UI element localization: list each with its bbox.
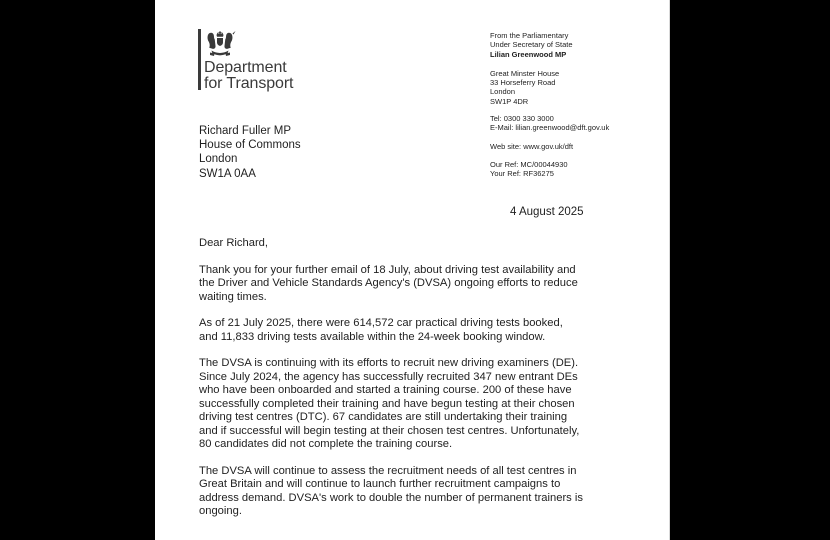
body-line: driving test centres (DTC). 67 candidates are still undertaking their training <box>199 411 568 423</box>
body-line: who have been onboarded and started a training course. 200 of these have <box>199 384 572 396</box>
logo-wordmark <box>204 60 293 91</box>
paragraph-4 <box>199 465 649 519</box>
sender-address-line: 33 Horseferry Road <box>490 78 556 88</box>
sender-address-line: London <box>490 87 516 97</box>
body-line: Great Britain and will continue to launch further recruitment campaigns to <box>199 478 561 490</box>
body-line: successfully completed their training and have begun testing at their chosen <box>199 397 575 410</box>
sender-from-line1: From the Parliamentary <box>490 31 569 40</box>
sender-website: Web site: www.gov.uk/dft <box>490 141 574 151</box>
recipient-line: Richard Fuller MP <box>199 125 292 137</box>
our-ref: Our Ref: MC/00044930 <box>490 159 568 169</box>
body-line: the Driver and Vehicle Standards Agency's (DVSA) ongoing efforts to reduce <box>199 277 578 289</box>
royal-coat-of-arms-icon <box>204 30 236 58</box>
sender-refs-group <box>490 160 660 179</box>
recipient-line: House of Commons <box>199 139 301 152</box>
dft-logo <box>198 29 358 93</box>
body-line: address demand. DVSA's work to double the number of permanent trainers is <box>199 491 583 504</box>
paragraph-2 <box>199 317 649 344</box>
paragraph-1 <box>199 264 649 305</box>
body-line: As of 21 July 2025, there were 614,572 car practical driving tests booked, <box>199 317 563 329</box>
sender-block <box>490 31 660 179</box>
body-line: The DVSA will continue to assess the recruitment needs of all test centres in <box>199 464 577 477</box>
sender-name: Lilian Greenwood MP <box>490 49 567 59</box>
body-line: ongoing. <box>199 505 242 517</box>
body-line: and if successful will begin testing at their chosen test centres. Unfortunately, <box>199 424 580 437</box>
logo-text-line2: for Transport <box>204 74 294 92</box>
body-line: Since July 2024, the agency has successfully recruited 347 new entrant DEs <box>199 370 578 383</box>
sender-from-group <box>490 31 660 59</box>
paragraph-3 <box>199 357 649 452</box>
sender-contact-group <box>490 114 660 133</box>
body-line: The DVSA is continuing with its efforts to recruit new driving examiners (DE). <box>199 357 579 369</box>
sender-email: E-Mail: lilian.greenwood@dft.gov.uk <box>490 123 610 133</box>
logo-vertical-bar <box>198 29 201 90</box>
recipient-address <box>199 124 301 181</box>
sender-from-line2: Under Secretary of State <box>490 40 573 50</box>
body-line: waiting times. <box>199 290 267 303</box>
body-line: Thank you for your further email of 18 July, about driving test availability and <box>199 263 576 276</box>
recipient-line: SW1A 0AA <box>199 167 256 180</box>
sender-website-group <box>490 142 660 151</box>
your-ref: Your Ref: RF36275 <box>490 169 554 179</box>
logo-text-line1: Department <box>204 59 287 76</box>
sender-tel: Tel: 0300 330 3000 <box>490 114 554 124</box>
sender-address-line: Great Minster House <box>490 68 560 78</box>
body-line: and 11,833 driving tests available within the 24-week booking window. <box>199 330 546 343</box>
body-line: 80 candidates did not complete the training course. <box>199 438 453 450</box>
letter-body <box>199 237 649 532</box>
sender-address <box>490 69 660 106</box>
sender-address-line: SW1P 4DR <box>490 96 529 106</box>
salutation: Dear Richard, <box>199 237 269 249</box>
letter-date: 4 August 2025 <box>510 206 584 218</box>
recipient-line: London <box>199 153 238 166</box>
letter-page <box>155 0 670 540</box>
